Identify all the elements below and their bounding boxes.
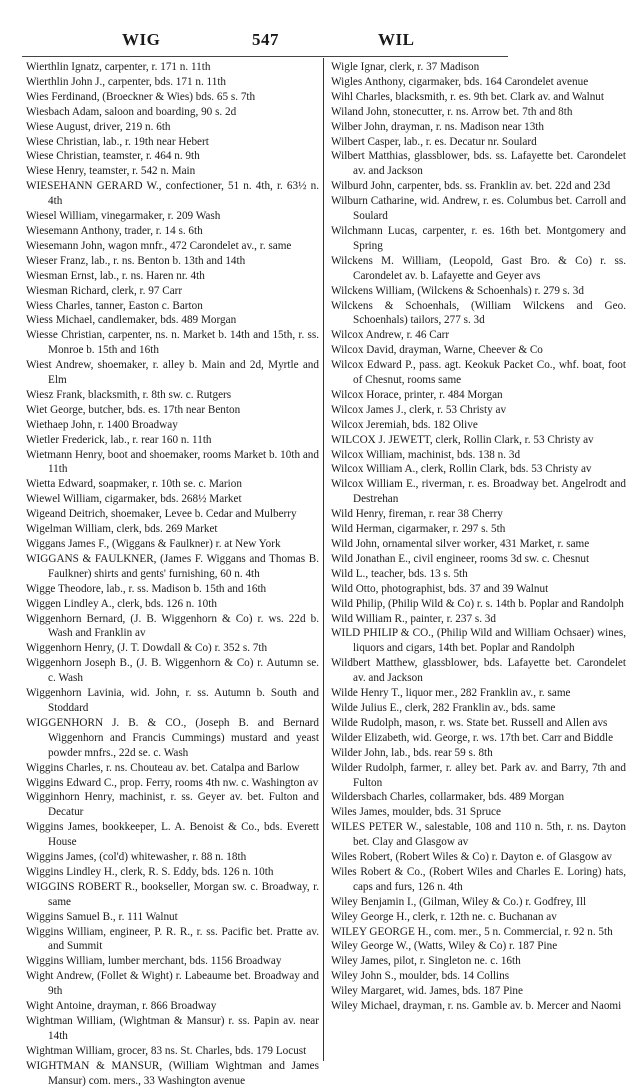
directory-entry: Wiley Benjamin I., (Gilman, Wiley & Co.) r. Godfrey, Ill [331,895,587,908]
directory-entry: Wiewel William, cigarmaker, bds. 268½ Market [26,493,242,506]
directory-entry: Wilcox William, machinist, bds. 138 n. 3d [331,448,521,461]
directory-entry: WIGHTMAN & MANSUR, (William Wightman and James Mansur) com. mers., 33 Washington avenue [26,1059,319,1087]
directory-entry: Wild Philip, (Philip Wild & Co) r. s. 14th b. Poplar and Randolph [331,597,624,610]
directory-entry: Wieser Franz, lab., r. ns. Benton b. 13th and 14th [26,254,246,267]
directory-entry: Wiley John S., moulder, bds. 14 Collins [331,970,510,983]
directory-entry: Wilder Elizabeth, wid. George, r. ws. 17th bet. Carr and Biddle [331,731,614,744]
directory-entry: Wilcox Andrew, r. 46 Carr [331,329,450,342]
directory-entry: Wigeand Deitrich, shoemaker, Levee b. Cedar and Mulberry [26,508,297,521]
directory-entry: Wiles Robert & Co., (Robert Wiles and Charles E. Loring) hats, caps and furs, 126 n. 4th [331,865,626,893]
directory-entry: Wiesman Richard, clerk, r. 97 Carr [26,284,183,297]
directory-entry: Wiggins William, engineer, P. R. R., r. ss. Pacific bet. Pratte av. and Summit [26,925,319,953]
directory-entry: Wiest Andrew, shoemaker, r. alley b. Main and 2d, Myrtle and Elm [26,359,319,387]
directory-entry: WIGGINS ROBERT R., bookseller, Morgan sw. c. Broadway, r. same [26,880,319,908]
right-column [331,60,626,1014]
directory-entry: WIGGENHORN J. B. & CO., (Joseph B. and Bernard Wiggenhorn and Francis Cummings) mustard and yeast powder mnfrs., 22d se. c. Wash [26,716,319,759]
directory-entry: Wiesz Frank, blacksmith, r. 8th sw. c. Rutgers [26,388,232,401]
directory-entry: Wiles James, moulder, bds. 31 Spruce [331,806,501,819]
directory-entry: Wiesse Christian, carpenter, ns. n. Market b. 14th and 15th, r. ss. Monroe b. 15th and 16th [26,329,319,357]
directory-entry: Wiese Christian, teamster, r. 464 n. 9th [26,150,200,163]
directory-entry: Wilber John, drayman, r. ns. Madison near 13th [331,120,545,133]
directory-entry: Wies Ferdinand, (Broeckner & Wies) bds. 65 s. 7th [26,90,256,103]
directory-entry: Wiesemann Anthony, trader, r. 14 s. 6th [26,224,203,237]
directory-entry: Wiley Margaret, wid. James, bds. 187 Pine [331,985,523,998]
directory-entry: Wiesman Ernst, lab., r. ns. Haren nr. 4th [26,269,205,282]
directory-entry: Wilburn Catharine, wid. Andrew, r. es. Columbus bet. Carroll and Soulard [331,195,626,223]
directory-entry: Wiggenhorn Bernard, (J. B. Wiggenhorn & Co) r. ws. 22d b. Wash and Franklin av [26,612,319,640]
directory-entry: Wiess Charles, tanner, Easton c. Barton [26,299,203,312]
directory-entry: Wight Antoine, drayman, r. 866 Broadway [26,1000,217,1013]
directory-entry: WIGGANS & FAULKNER, (James F. Wiggans and Thomas B. Faulkner) shirts and gents' furnishing, 60 n. 4th [26,552,319,580]
directory-entry: Wilcox William E., riverman, r. es. Broadway bet. Angelrodt and Destrehan [331,478,626,506]
directory-entry: Wiggans James F., (Wiggans & Faulkner) r. at New York [26,538,281,550]
directory-entry: Wildersbach Charles, collarmaker, bds. 489 Morgan [331,791,565,804]
header-rule [22,56,508,57]
directory-entry: Wilckens & Schoenhals, (William Wilckens and Geo. Schoenhals) tailors, 277 s. 3d [331,299,626,327]
directory-entry: Wiley George H., clerk, r. 12th ne. c. Buchanan av [331,910,557,923]
directory-entry: Wilckens William, (Wilckens & Schoenhals) r. 279 s. 3d [331,284,584,297]
directory-entry: Wild Otto, photographist, bds. 37 and 39 Walnut [331,582,549,595]
directory-entry: Wiland John, stonecutter, r. ns. Arrow bet. 7th and 8th [331,105,573,118]
directory-entry: Wilchmann Lucas, carpenter, r. es. 16th bet. Montgomery and Spring [331,224,626,252]
directory-entry: Wiese Henry, teamster, r. 542 n. Main [26,165,196,178]
directory-entry: Wightman William, grocer, 83 ns. St. Charles, bds. 179 Locust [26,1044,307,1057]
directory-entry: Wilburd John, carpenter, bds. ss. Franklin av. bet. 22d and 23d [331,180,611,193]
directory-entry: Wiet George, butcher, bds. es. 17th near Benton [26,403,241,416]
right-guide-word: WIL [378,30,415,49]
directory-entry: Wilbert Casper, lab., r. es. Decatur nr. Soulard [331,135,537,148]
directory-entry: WILEY GEORGE H., com. mer., 5 n. Commercial, r. 92 n. 5th [331,925,613,938]
directory-entry: Wilcox David, drayman, Warne, Cheever & Co [331,344,543,357]
directory-entry: Wietler Frederick, lab., r. rear 160 n. 11th [26,433,212,446]
directory-entry: Wietmann Henry, boot and shoemaker, rooms Market b. 10th and 11th [26,448,319,476]
directory-entry: Wildbert Matthew, glassblower, bds. Lafayette bet. Carondelet av. and Jackson [331,657,626,685]
directory-entry: Wiesbach Adam, saloon and boarding, 90 s. 2d [26,105,237,118]
directory-entry: Wigles Anthony, cigarmaker, bds. 164 Carondelet avenue [331,75,589,88]
directory-entry: Wiese August, driver, 219 n. 6th [26,120,171,133]
directory-entry: WIESEHANN GERARD W., confectioner, 51 n. 4th, r. 63½ n. 4th [26,180,319,208]
directory-entry: Wigge Theodore, lab., r. ss. Madison b. 15th and 16th [26,582,267,595]
directory-entry: Wight Andrew, (Follet & Wight) r. Labeaume bet. Broadway and 9th [26,970,319,998]
directory-entry: Wild Herman, cigarmaker, r. 297 s. 5th [331,523,506,536]
directory-entry: Wiley James, pilot, r. Singleton ne. c. 16th [331,955,521,968]
directory-entry: Wigelman William, clerk, bds. 269 Market [26,523,218,536]
directory-entry: Wild John, ornamental silver worker, 431 Market, r. same [331,538,590,550]
directory-entry: Wiggins William, lumber merchant, bds. 1156 Broadway [26,955,282,968]
directory-entry: Wilde Rudolph, mason, r. ws. State bet. Russell and Allen avs [331,716,608,729]
directory-entry: Wilcox Edward P., pass. agt. Keokuk Packet Co., whf. boat, foot of Chesnut, rooms same [331,359,626,387]
directory-entry: Wilde Julius E., clerk, 282 Franklin av., bds. same [331,701,556,714]
directory-entry: Wilder John, lab., bds. rear 59 s. 8th [331,746,493,759]
directory-entry: Wiggins James, bookkeeper, L. A. Benoist & Co., bds. Everett House [26,821,319,849]
directory-entry: Wiley George W., (Watts, Wiley & Co) r. 187 Pine [331,940,558,953]
directory-entry: Wiesel William, vinegarmaker, r. 209 Wash [26,210,221,223]
directory-entry: Wierthlin John J., carpenter, bds. 171 n. 11th [26,75,227,88]
directory-entry: Wiggenhorn Joseph B., (J. B. Wiggenhorn & Co) r. Autumn se. c. Wash [26,657,319,685]
directory-entry: Wiesemann John, wagon mnfr., 472 Carondelet av., r. same [26,239,292,252]
page-number: 547 [252,30,279,49]
directory-entry: Wiggins Lindley H., clerk, R. S. Eddy, bds. 126 n. 10th [26,865,274,878]
directory-entry: Wilcox William A., clerk, Rollin Clark, bds. 53 Christy av [331,463,592,476]
directory-entry: Wilbert Matthias, glassblower, bds. ss. Lafayette bet. Carondelet av. and Jackson [331,150,626,178]
directory-entry: Wilcox Jeremiah, bds. 182 Olive [331,418,478,431]
directory-entry: Wilckens M. William, (Leopold, Gast Bro. & Co) r. ss. Carondelet av. b. Lafayette and Geyer avs [331,254,626,282]
directory-entry: Wightman William, (Wightman & Mansur) r. ss. Papin av. near 14th [26,1015,319,1042]
directory-entry: Wihl Charles, blacksmith, r. es. 9th bet. Clark av. and Walnut [331,90,604,103]
directory-entry: Wiggins James, (col'd) whitewasher, r. 88 n. 18th [26,851,247,864]
directory-entry: Wietta Edward, soapmaker, r. 10th se. c. Marion [26,478,242,491]
directory-entry: Wiethaep John, r. 1400 Broadway [26,418,178,431]
directory-entry: Wild Henry, fireman, r. rear 38 Cherry [331,508,503,521]
left-guide-word: WIG [122,30,161,49]
left-column [26,60,319,1089]
directory-entry: Wiggins Samuel B., r. 111 Walnut [26,910,178,923]
directory-entry: Wiggenhorn Henry, (J. T. Dowdall & Co) r. 352 s. 7th [26,642,268,655]
directory-entry: Wilcox Horace, printer, r. 484 Morgan [331,388,503,401]
directory-entry: Wild L., teacher, bds. 13 s. 5th [331,567,468,580]
directory-entry: Wilder Rudolph, farmer, r. alley bet. Park av. and Barry, 7th and Fulton [331,761,626,789]
directory-entry: Wilde Henry T., liquor mer., 282 Franklin av., r. same [331,687,571,700]
directory-entry: Wigginhorn Henry, machinist, r. ss. Geyer av. bet. Fulton and Decatur [26,791,319,819]
directory-entry: Wierthlin Ignatz, carpenter, r. 171 n. 11th [26,61,211,73]
directory-entry: WILD PHILIP & CO., (Philip Wild and William Ochsaer) wines, liquors and cigars, 14th bet. Poplar and Randolph [331,627,626,655]
directory-entry: Wiggins Edward C., prop. Ferry, rooms 4th nw. c. Washington av [26,776,319,789]
directory-entry: Wiggen Lindley A., clerk, bds. 126 n. 10th [26,597,217,610]
directory-entry: Wiese Christian, lab., r. 19th near Hebert [26,135,209,148]
directory-entry: Wiley Michael, drayman, r. ns. Gamble av. b. Mercer and Naomi [331,1000,622,1013]
column-divider [323,58,324,1061]
directory-entry: Wiess Michael, candlemaker, bds. 489 Morgan [26,314,237,327]
directory-entry: Wild William R., painter, r. 237 s. 3d [331,612,496,625]
directory-entry: WILES PETER W., salestable, 108 and 110 n. 5th, r. ns. Dayton bet. Clay and Glasgow av [331,821,626,849]
directory-entry: WILCOX J. JEWETT, clerk, Rollin Clark, r. 53 Christy av [331,433,594,446]
directory-entry: Wild Jonathan E., civil engineer, rooms 3d sw. c. Chesnut [331,552,590,565]
directory-entry: Wilcox James J., clerk, r. 53 Christy av [331,403,507,416]
page-header [22,18,508,58]
directory-entry: Wigle Ignar, clerk, r. 37 Madison [331,61,480,73]
directory-entry: Wiggins Charles, r. ns. Chouteau av. bet. Catalpa and Barlow [26,761,300,774]
directory-entry: Wiggenhorn Lavinia, wid. John, r. ss. Autumn b. South and Stoddard [26,687,319,714]
directory-entry: Wiles Robert, (Robert Wiles & Co) r. Dayton e. of Glasgow av [331,851,613,864]
